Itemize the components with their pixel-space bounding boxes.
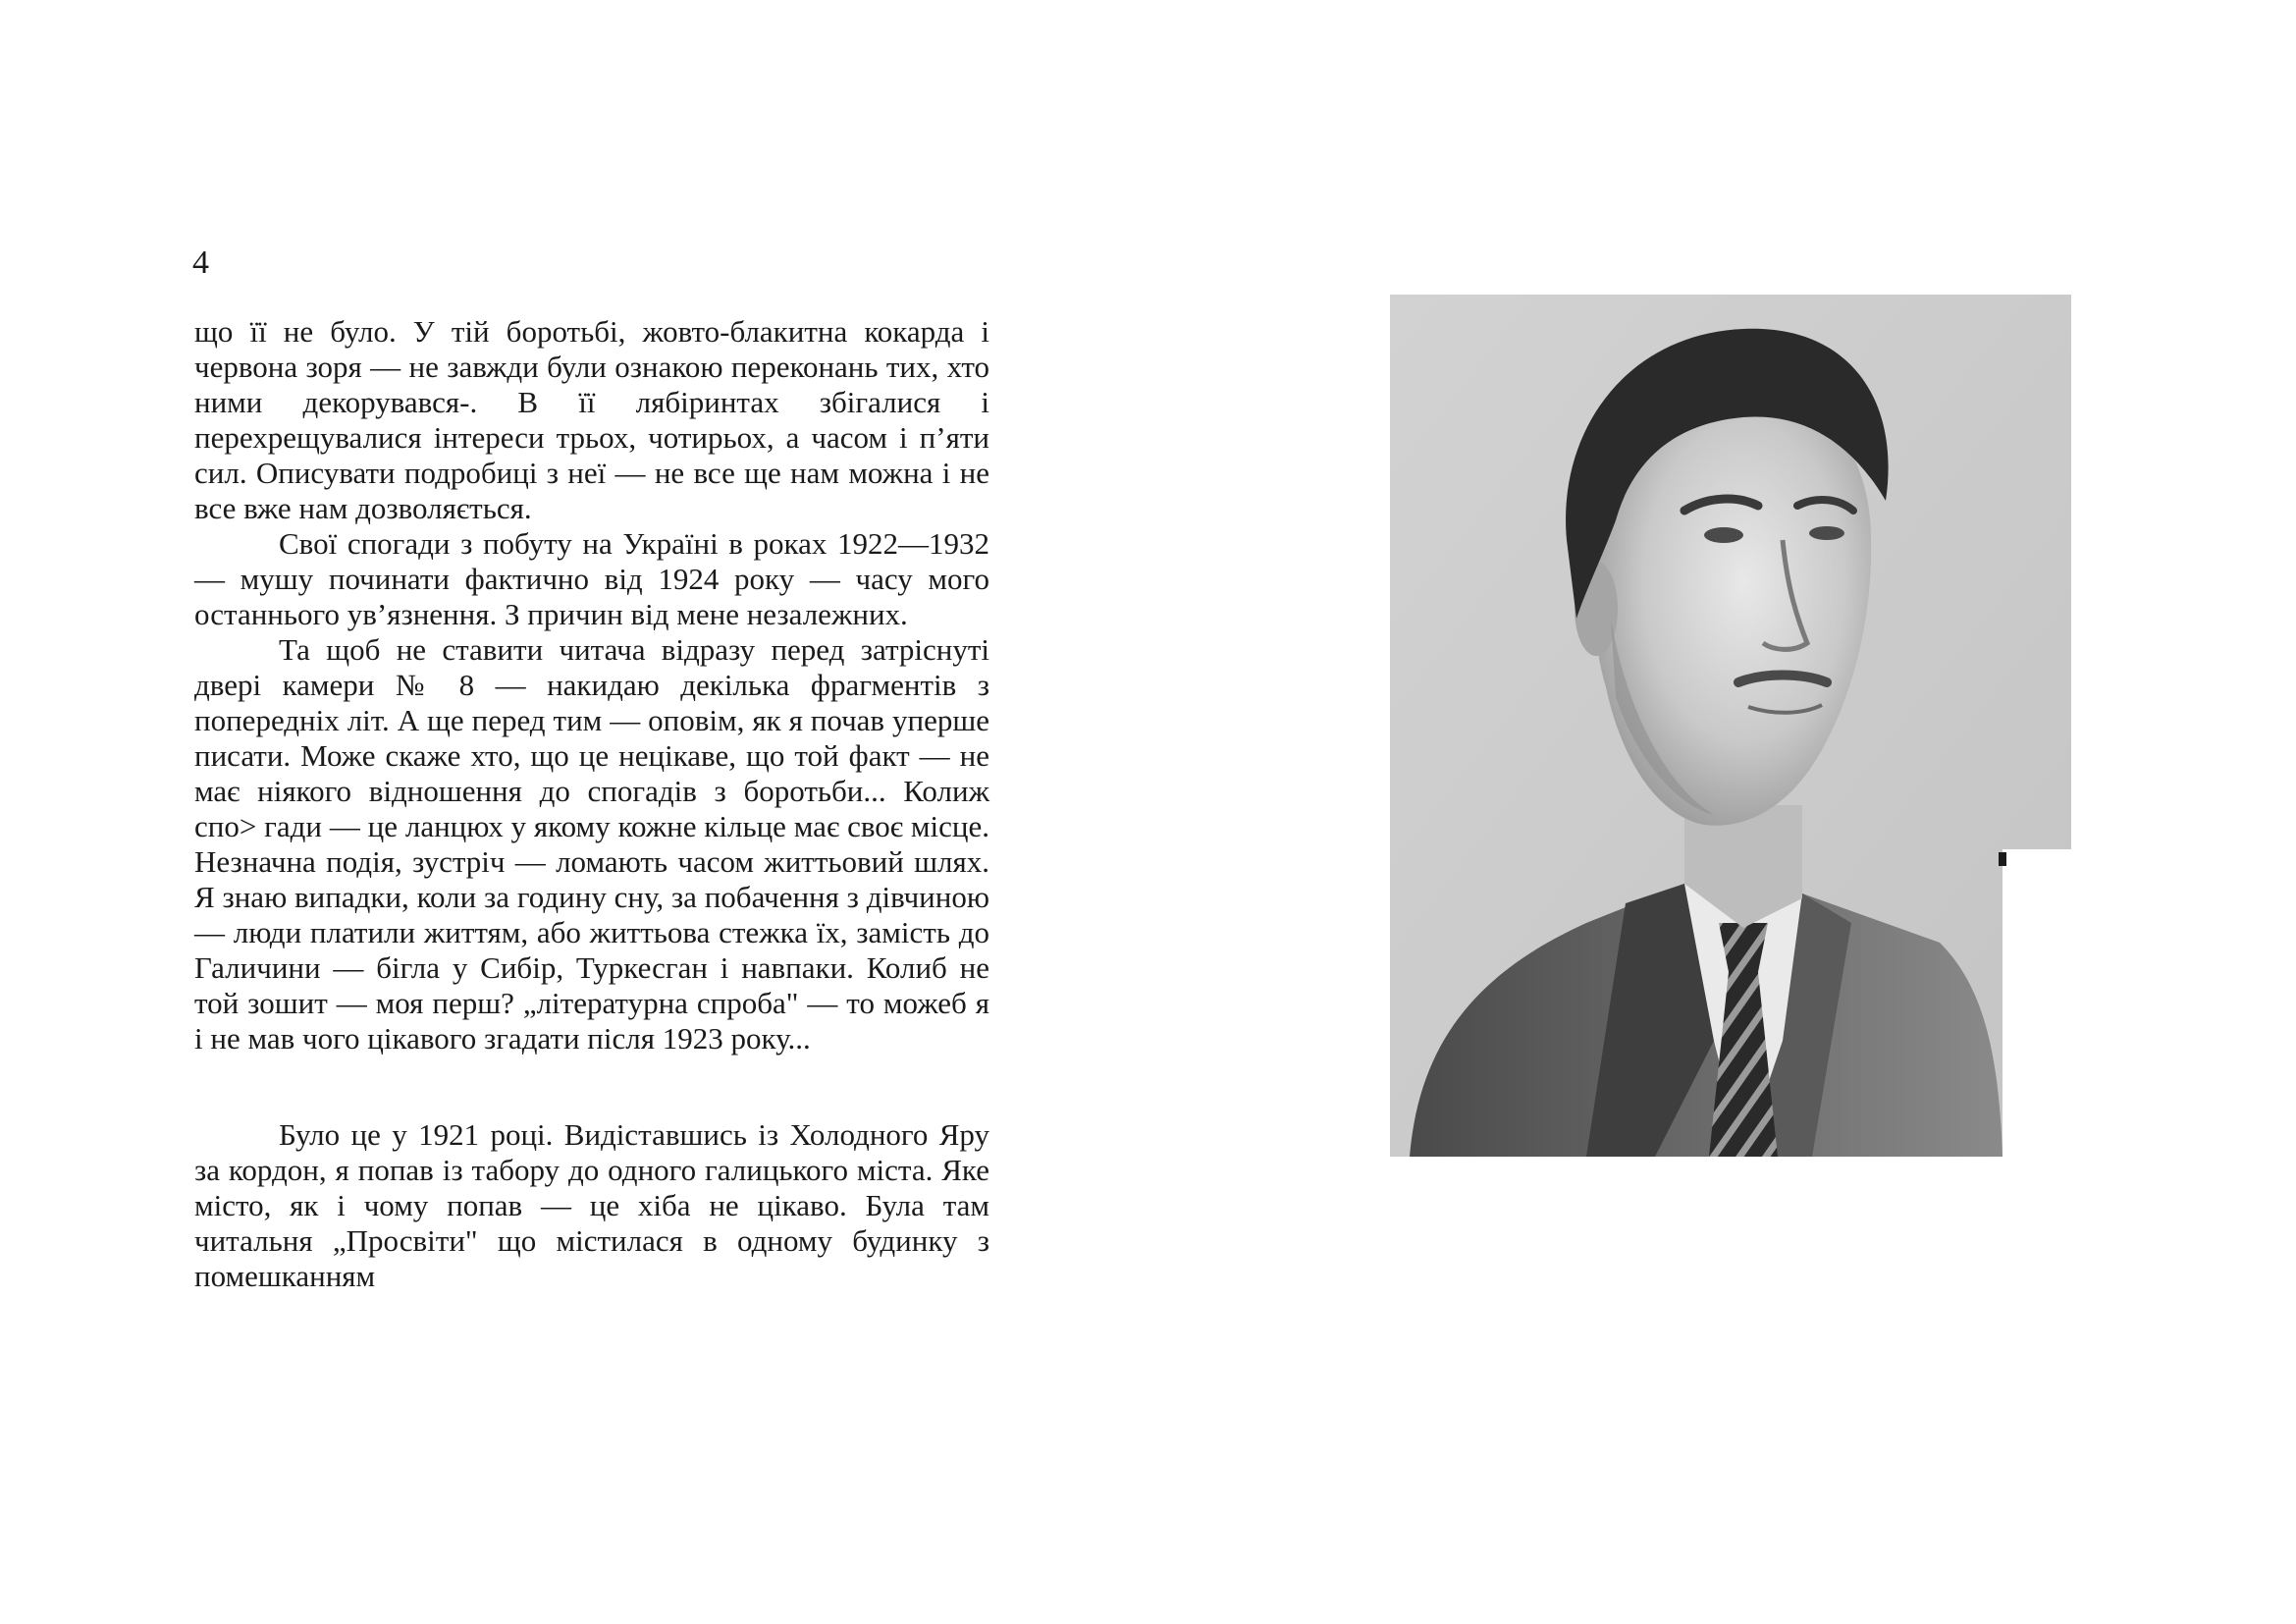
page-number: 4 [192,244,209,281]
right-eye [1809,526,1844,540]
paragraph-4: Було це у 1921 році. Видіставшись із Холодного Яру за кордон, я попав із табору до одного галицького міста. Яке місто, як і чому попав — це хіба не цікаво. Була там читальня „Просвіти" що містилася в одному будинку з помешканням [194,1117,989,1293]
section-break [194,1056,989,1117]
portrait-photo [1390,295,2071,1157]
left-eye [1704,527,1743,543]
body-text [194,314,989,1294]
paragraph-3: Та щоб не ставити читача відразу перед затріснуті двері камери № 8 — накидаю декілька фрагментів з попередніх літ. А ще перед тим — оповім, як я почав уперше писати. Може скаже хто, що це нецікаве, що той факт — не має ніякого відношення до спогадів з боротьби... Колиж спо> гади — це ланцюх у якому кожне кільце має своє місце. Незначна подія, зустріч — ломають часом життьовий шлях. Я знаю випадки, коли за годину сну, за побачення з дівчиною — люди платили життям, або життьова стежка їх, замість до Галичини — бігла у Сибір, Туркесган і навпаки. Колиб не той зошит — моя перш? „літературна спроба" — то можеб я і не мав чого цікавого згадати після 1923 року... [194,632,989,1056]
portrait-image [1390,295,2071,1157]
paragraph-2: Свої спогади з побуту на Україні в роках 1922—1932 — мушу починати фактично від 1924 року — часу мого останнього ув’язнення. З причин від мене незалежних. [194,526,989,631]
edge-mark [1999,852,2006,866]
paragraph-1: що її не було. У тій боротьбі, жовто-блакитна кокарда і червона зоря — не завжди були ознакою переконань тих, хто ними декорувався-. В її лябіринтах збігалися і перехрещувалися інтереси трьох, чотирьох, а часом і п’яти сил. Описувати подробиці з неї — не все ще нам можна і не все вже нам дозволяється. [194,314,989,525]
